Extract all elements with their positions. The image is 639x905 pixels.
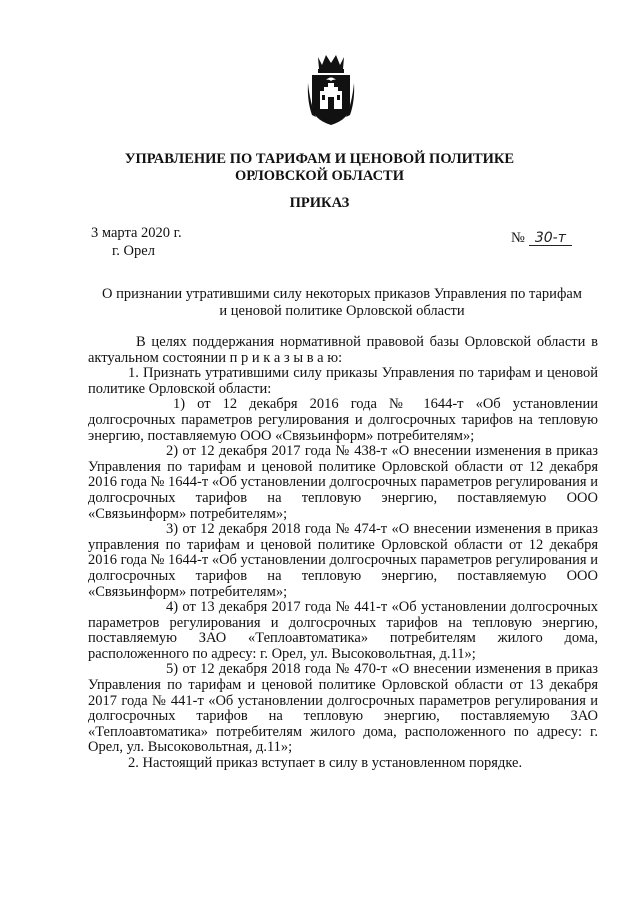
order-city: г. Орел (112, 243, 155, 259)
subitem-3: 3) от 12 декабря 2018 года № 474-т «О внесении изменения в приказ управления по тарифам и ценовой политике Орловской области от 12 декабря 2016 года № 1644-т «Об установлении долгосрочных параметров регулирования и долгосрочных тарифов на тепловую энергию, поставляемую ООО «Связьинформ» потребителям»; (88, 521, 598, 600)
document-type: ПРИКАЗ (289, 195, 350, 211)
intro-paragraph: В целях поддержания нормативной правовой базы Орловской области в актуальном состоянии п р и к а з ы в а ю: (88, 334, 598, 366)
subitem-5: 5) от 12 декабря 2018 года № 470-т «О внесении изменения в приказ Управления по тарифам и ценовой политике Орловской области от 13 декабря 2017 года № 441-т «Об установлении долгосрочных параметров регулирования и долгосрочных тарифов на тепловую энергию, поставляемую ЗАО «Теплоавтоматика» потребителям жилого дома, расположенного по адресу: г. Орел, ул. Высоковольтная, д.11»; (88, 661, 598, 756)
subitem-4: 4) от 13 декабря 2017 года № 441-т «Об установлении долгосрочных параметров регулирования и долгосрочных тарифов на тепловую энергию, поставляемую ЗАО «Теплоавтоматика» потребителям жилого дома, расположенного по адресу: г. Орел, ул. Высоковольтная, д.11»; (88, 599, 598, 662)
order-number (511, 230, 572, 247)
agency-name (0, 151, 639, 185)
item-1: 1. Признать утратившими силу приказы Управления по тарифам и ценовой политике Орловской области: (88, 365, 598, 397)
order-date: 3 марта 2020 г. (91, 225, 182, 241)
order-subject (86, 286, 598, 320)
subitem-1: 1) от 12 декабря 2016 года № 1644-т «Об установлении долгосрочных параметров регулирования и долгосрочных тарифов на тепловую энергию, поставляемую ООО «Связьинформ» потребителям»; (88, 396, 598, 444)
agency-line-1: УПРАВЛЕНИЕ ПО ТАРИФАМ И ЦЕНОВОЙ ПОЛИТИКЕ (124, 151, 515, 167)
subitem-2: 2) от 12 декабря 2017 года № 438-т «О внесении изменения в приказ Управления по тарифам и ценовой политике Орловской области от 12 декабря 2016 года № 1644-т «Об установлении долгосрочных параметров регулирования и долгосрочных тарифов на тепловую энергию, поставляемую ООО «Связьинформ» потребителям»; (88, 443, 598, 522)
order-body (88, 335, 598, 772)
agency-line-2: ОРЛОВСКОЙ ОБЛАСТИ (234, 168, 404, 184)
subject-line-1: О признании утратившими силу некоторых приказов Управления по тарифам (102, 286, 582, 302)
subject-line-2: и ценовой политике Орловской области (219, 303, 465, 319)
item-2: 2. Настоящий приказ вступает в силу в установленном порядке. (128, 755, 523, 772)
coat-of-arms-icon (306, 53, 356, 128)
number-sign: № (511, 230, 525, 246)
handwritten-number: 30-т (529, 231, 572, 246)
